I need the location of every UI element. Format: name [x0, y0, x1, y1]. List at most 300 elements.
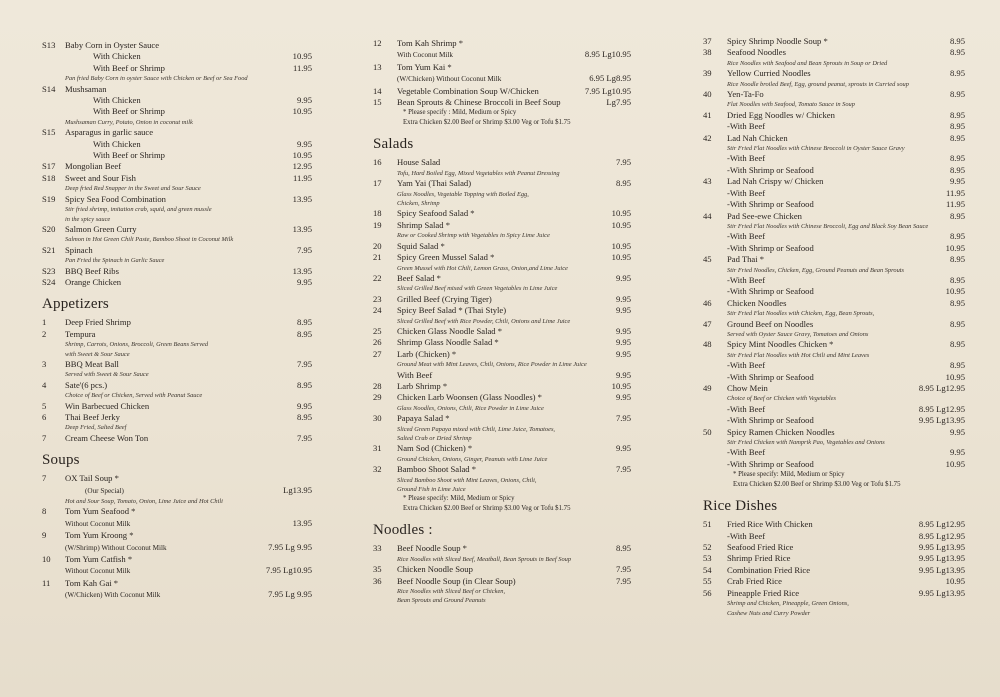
menu-item [42, 245, 312, 256]
menu-item [42, 401, 312, 412]
menu-item [42, 63, 312, 74]
item-price: 11.95 [945, 187, 965, 198]
section-note: Extra Chicken $2.00 Beef or Shrimp $3.00 Veg or Tofu $1.75 [733, 481, 901, 489]
menu-item [373, 326, 631, 337]
item-name: Without Coconut Milk [65, 567, 131, 576]
menu-item [703, 176, 965, 187]
menu-item [42, 578, 312, 589]
menu-item [703, 588, 965, 599]
item-price: 8.95 [615, 178, 631, 189]
item-description: Glass Noodles, Vegetable Topping with Boiled Egg, [397, 190, 529, 198]
item-number: 27 [373, 348, 382, 359]
section-note: * Please specify : Mild, Medium or Spicy [403, 109, 517, 117]
menu-item [703, 565, 965, 576]
menu-item [373, 273, 631, 284]
menu-item [42, 224, 312, 235]
item-price: 10.95 [945, 576, 965, 587]
item-price: 10.95 [945, 371, 965, 382]
item-name: Tempura [65, 328, 96, 339]
item-price: 9.95 [949, 176, 965, 187]
item-price: 9.95 [615, 293, 631, 304]
item-price: 8.95 [949, 47, 965, 58]
item-price: 10.95 [611, 380, 631, 391]
item-price: 8.95 Lg12.95 [918, 383, 965, 393]
menu-item [373, 178, 631, 189]
item-name: -With Shrimp or Seafood [727, 242, 814, 253]
item-description: Pan Fried the Spinach in Garlic Sauce [65, 257, 165, 265]
item-description: Stir Fried Chicken with Namprik Pao, Vegetables and Onions [727, 439, 885, 447]
item-price: 9.95 [615, 272, 631, 283]
item-price: 8.95 [949, 231, 965, 242]
item-price: 8.95 [949, 254, 965, 265]
item-name: Win Barbecued Chicken [65, 400, 150, 411]
item-name: -With Beef [727, 153, 766, 164]
menu-item [373, 49, 631, 61]
menu-item [703, 286, 965, 297]
item-description: Stir Fried Noodles, Chicken, Egg, Ground Peanuts and Bean Sprouts [727, 266, 905, 274]
item-name: -With Shrimp or Seafood [727, 164, 814, 175]
section-heading: Soups [42, 452, 80, 469]
item-number: 14 [373, 85, 382, 96]
menu-item [373, 576, 631, 587]
item-name: (W/Chicken) Without Coconut Milk [397, 75, 502, 84]
menu-item [42, 473, 312, 484]
item-number: 22 [373, 272, 382, 283]
item-name: -With Beef [727, 447, 766, 458]
item-number: S19 [42, 193, 56, 204]
menu-item [373, 86, 631, 97]
item-description: Choice of Beef or Chicken with Vegetables [727, 395, 836, 403]
item-name: Larb (Chicken) * [397, 348, 457, 359]
item-price: 7.95 [615, 464, 631, 475]
item-price: 9.95 Lg13.95 [918, 564, 965, 575]
item-number: 36 [373, 575, 382, 586]
menu-item [373, 443, 631, 454]
item-price: 9.95 Lg13.95 [918, 415, 965, 426]
item-name: Chicken Glass Noodle Salad * [397, 325, 503, 336]
item-name: -With Shrimp or Seafood [727, 286, 814, 297]
item-number: 2 [42, 328, 47, 339]
menu-item [703, 243, 965, 254]
item-name: BBQ Meat Ball [65, 358, 119, 369]
menu-item [703, 531, 965, 542]
item-number: 54 [703, 564, 712, 575]
item-name: Crab Fried Rice [727, 576, 782, 587]
item-name: Chicken Larb Woonsen (Glass Noodles) * [397, 392, 542, 403]
item-name: With Beef or Shrimp [93, 150, 165, 161]
item-price: Lg13.95 [283, 484, 312, 495]
item-name: (W/Shrimp) Without Coconut Milk [65, 543, 167, 552]
item-price: 9.95 Lg13.95 [918, 553, 965, 564]
menu-item [42, 266, 312, 277]
item-description: Sliced Bamboo Shoot with Mint Leaves, Onions, Chili, [397, 476, 537, 484]
item-price: 8.95 [949, 164, 965, 175]
item-price: 7.95 [296, 358, 312, 369]
item-name: Spinach [65, 244, 93, 255]
menu-item [373, 241, 631, 252]
item-number: 16 [373, 157, 382, 168]
menu-item [703, 415, 965, 426]
section-note: Extra Chicken $2.00 Beef or Shrimp $3.00 Veg or Tofu $1.75 [403, 505, 571, 513]
item-number: 1 [42, 317, 47, 328]
menu-item [703, 542, 965, 553]
item-number: 41 [703, 109, 712, 120]
item-number: 55 [703, 576, 712, 587]
item-name: Spicy Ramen Chicken Noodles [727, 426, 835, 437]
item-name: Combination Fried Rice [727, 564, 811, 575]
menu-item [373, 464, 631, 475]
item-number: 35 [373, 564, 382, 575]
item-description: Shrimp, Carrots, Onions, Broccoli, Green Beans Served [65, 341, 209, 349]
item-price: 9.95 [296, 400, 312, 411]
item-name: Sweet and Sour Fish [65, 172, 136, 183]
item-price: 7.95 Lg10.95 [265, 565, 312, 576]
item-description: Stir Fried Flat Noodles with Chinese Broccoli in Oyster Sauce Gravy [727, 145, 905, 153]
item-price: 8.95 Lg12.95 [918, 519, 965, 530]
menu-item [373, 564, 631, 575]
item-description: Stir Fried Flat Noodles with Chinese Broccoli, Egg and Black Soy Bean Sauce [727, 222, 929, 230]
item-price: 8.95 Lg10.95 [584, 49, 631, 60]
item-name: Pad See-ewe Chicken [727, 210, 802, 221]
item-price: 9.95 [296, 276, 312, 287]
item-price: 8.95 [296, 412, 312, 422]
menu-item [703, 254, 965, 265]
section-heading: Noodles : [373, 522, 433, 539]
item-price: 9.95 Lg13.95 [918, 542, 965, 553]
item-price: 8.95 [949, 360, 965, 371]
item-name: Seafood Fried Rice [727, 542, 794, 553]
item-number: S18 [42, 172, 56, 183]
item-price: 8.95 [949, 68, 965, 79]
item-name: Tom Yum Kroong * [65, 530, 134, 541]
menu-item [703, 47, 965, 58]
item-name: Spicy Green Mussel Salad * [397, 252, 495, 263]
menu-item [42, 194, 312, 205]
item-name: Lad Nah Crispy w/ Chicken [727, 176, 824, 187]
item-price: 13.95 [292, 223, 312, 234]
item-name: Pad Thai * [727, 254, 765, 265]
item-number: 29 [373, 392, 382, 403]
menu-item [42, 380, 312, 391]
item-name: Shrimp Salad * [397, 219, 450, 230]
item-name: Beef Salad * [397, 272, 441, 283]
item-number: 6 [42, 412, 47, 422]
item-price: 10.95 [945, 242, 965, 253]
item-name: -With Beef [727, 403, 766, 414]
item-description: Ground Meat with Mint Leaves, Chili, Onions, Rice Powder in Lime Juice [397, 361, 587, 369]
item-name: Thai Beef Jerky [65, 412, 120, 422]
menu-item [373, 349, 631, 360]
item-description: Sliced Green Papaya mixed with Chili, Lime Juice, Tomatoes, [397, 425, 556, 433]
menu-item [42, 277, 312, 288]
menu-item [42, 530, 312, 541]
menu-item [373, 413, 631, 424]
item-number: S23 [42, 265, 56, 276]
menu-item [703, 372, 965, 383]
menu-item [703, 89, 965, 100]
menu-item [703, 427, 965, 438]
menu-item [42, 51, 312, 62]
item-name: Nam Sod (Chicken) * [397, 443, 473, 454]
section-note: * Please specify: Mild, Medium or Spicy [403, 495, 515, 503]
item-description: Mushsaman Curry, Potato, Onion in coconut milk [65, 118, 193, 126]
item-number: 56 [703, 587, 712, 598]
item-price: 7.95 Lg 9.95 [268, 589, 312, 600]
menu-item [373, 543, 631, 554]
item-price: 8.95 [949, 297, 965, 308]
menu-item [42, 127, 312, 138]
section-heading: Appetizers [42, 296, 109, 313]
item-number: 19 [373, 219, 382, 230]
menu-item [703, 383, 965, 394]
item-price: 8.95 Lg12.95 [918, 530, 965, 541]
item-name: (Our Special) [85, 486, 124, 495]
menu-item [373, 73, 631, 85]
menu-item [42, 506, 312, 517]
item-number: 52 [703, 542, 712, 553]
menu-item [703, 165, 965, 176]
item-description: Rice Noodles with Sliced Beef, Meatball, Bean Sprouts in Beef Soup [397, 555, 572, 563]
menu-item [373, 337, 631, 348]
item-name: Ground Beef on Noodles [727, 318, 814, 329]
item-price: 9.95 [615, 325, 631, 336]
item-name: Baby Corn in Oyster Sauce [65, 40, 160, 50]
item-description: Bean Sprouts and Ground Peanuts [397, 597, 486, 605]
menu-item [42, 139, 312, 150]
item-number: 30 [373, 413, 382, 424]
item-price: 11.95 [945, 199, 965, 210]
item-price: 8.95 [949, 318, 965, 329]
item-name: Vegetable Combination Soup W/Chicken [397, 85, 539, 96]
menu-item [373, 157, 631, 168]
item-description: Served with Sweet & Sour Sauce [65, 371, 149, 379]
item-description: Glass Noodles, Onions, Chili, Rice Powder in Lime Juice [397, 404, 544, 412]
item-description: Ground Chicken, Onions, Ginger, Peanuts with Lime Juice [397, 455, 548, 463]
item-price: 10.95 [611, 219, 631, 230]
item-number: 28 [373, 380, 382, 391]
item-price: 10.95 [611, 208, 631, 219]
item-description: Cashew Nuts and Curry Powder [727, 609, 811, 617]
item-number: S13 [42, 40, 56, 50]
item-description: Flat Noodles with Seafood, Tomato Sauce in Soup [727, 101, 855, 109]
item-name: Lad Nah Chicken [727, 132, 788, 143]
item-description: Salmon in Hot Green Chili Paste, Bamboo Shoot in Coconut Milk [65, 236, 234, 244]
item-number: S21 [42, 244, 56, 255]
menu-item [373, 208, 631, 219]
item-number: 31 [373, 443, 382, 454]
item-description: Salted Crab or Dried Shrimp [397, 435, 472, 442]
item-price: 10.95 [611, 240, 631, 251]
item-description: Rice Noodles with Sliced Beef or Chicken, [397, 588, 506, 596]
item-number: 7 [42, 432, 47, 443]
item-name: Grilled Beef (Crying Tiger) [397, 293, 492, 304]
menu-item [42, 589, 312, 601]
item-name: Pineapple Fried Rice [727, 587, 800, 598]
item-number: 15 [373, 97, 382, 108]
menu-item [703, 459, 965, 470]
item-price: 8.95 [949, 210, 965, 221]
item-price: 9.95 [615, 337, 631, 348]
menu-item [373, 392, 631, 403]
item-number: 43 [703, 176, 712, 187]
item-name: Fried Rice With Chicken [727, 519, 813, 530]
menu-item [373, 294, 631, 305]
item-name: -With Beef [727, 274, 766, 285]
item-price: 9.95 [615, 443, 631, 454]
item-price: 10.95 [292, 51, 312, 62]
menu-item [703, 298, 965, 309]
item-number: 25 [373, 325, 382, 336]
item-name: Chicken Noodle Soup [397, 564, 473, 575]
menu-item [42, 84, 312, 95]
item-price: 8.95 [296, 379, 312, 390]
menu-item [703, 404, 965, 415]
item-price: 7.95 Lg10.95 [584, 85, 631, 96]
item-name: Dried Egg Noodles w/ Chicken [727, 109, 835, 120]
item-price: 8.95 [949, 132, 965, 143]
item-name: With Beef or Shrimp [93, 62, 165, 73]
item-name: Spicy Beef Salad * (Thai Style) [397, 305, 507, 316]
item-name: Bean Sprouts & Chinese Broccoli in Beef Soup [397, 97, 561, 108]
item-price: 8.95 [949, 153, 965, 164]
item-name: OX Tail Soup * [65, 473, 119, 484]
item-name: Tom Yum Kai * [397, 61, 452, 72]
menu-item [373, 38, 631, 49]
item-name: Larb Shrimp * [397, 380, 448, 391]
item-price: 9.95 [949, 426, 965, 437]
item-number: 53 [703, 553, 712, 564]
item-name: Chicken Noodles [727, 297, 787, 308]
item-name: BBQ Beef Ribs [65, 265, 119, 276]
item-number: 37 [703, 36, 712, 46]
menu-item [703, 553, 965, 564]
menu-item [703, 133, 965, 144]
item-number: 7 [42, 473, 47, 484]
item-price: 9.95 [615, 369, 631, 380]
item-price: 7.95 [296, 244, 312, 255]
menu-item [42, 565, 312, 577]
menu-item [703, 68, 965, 79]
item-description: Stir fried shrimp, imitation crab, squid, and green mussle [65, 206, 212, 214]
menu-item [42, 518, 312, 530]
item-number: 9 [42, 530, 47, 541]
item-price: 9.95 [615, 305, 631, 316]
item-name: Yellow Curried Noodles [727, 68, 811, 79]
item-description: Served with Oyster Sauce Gravy, Tomatoes and Onions [727, 330, 869, 338]
item-price: 13.95 [292, 517, 312, 528]
menu-item [373, 220, 631, 231]
item-price: 8.95 Lg12.95 [918, 403, 965, 414]
item-price: 11.95 [292, 62, 312, 73]
item-name: Beef Noodle Soup (in Clear Soup) [397, 575, 516, 586]
item-name: Bamboo Shoot Salad * [397, 464, 477, 475]
item-number: S14 [42, 83, 56, 94]
menu-item [703, 576, 965, 587]
item-name: Mongolian Beef [65, 161, 122, 172]
item-description: Green Mussel with Hot Chili, Lemon Grass, Onion,and Lime Juice [397, 264, 568, 272]
item-description: Rice Noodle broiled Beef, Egg, ground peanut, sprouts in Curried soup [727, 80, 909, 88]
menu-item [703, 275, 965, 286]
item-number: 38 [703, 47, 712, 58]
item-number: S24 [42, 276, 56, 287]
item-price: Lg7.95 [606, 97, 631, 108]
item-description: Shrimp and Chicken, Pineapple, Green Onions, [727, 600, 849, 608]
item-description: Hot and Sour Soup, Tomato, Onion, Lime Juice and Hot Chili [65, 498, 223, 506]
item-price: 9.95 [296, 95, 312, 106]
item-name: Tom Yum Catfish * [65, 554, 133, 565]
item-description: Deep fried Red Snapper in the Sweet and Sour Sauce [65, 185, 201, 193]
item-name: Tom Kah Shrimp * [397, 38, 463, 48]
item-name: With Coconut Milk [397, 51, 454, 60]
item-name: Papaya Salad * [397, 413, 450, 424]
item-name: -With Shrimp or Seafood [727, 458, 814, 469]
menu-item [703, 188, 965, 199]
menu-column-1 [42, 40, 312, 602]
item-number: 45 [703, 254, 712, 265]
item-price: 13.95 [292, 193, 312, 204]
menu-item [42, 433, 312, 444]
item-price: 8.95 [949, 36, 965, 46]
item-name: Tom Yum Seafood * [65, 506, 136, 517]
item-number: 42 [703, 132, 712, 143]
item-number: S20 [42, 223, 56, 234]
item-description: Pan fried Baby Corn in oyster Sauce with Chicken or Beef or Sea Food [65, 75, 248, 83]
item-price: 8.95 [615, 543, 631, 554]
menu-item [703, 121, 965, 132]
menu-item [373, 305, 631, 316]
item-number: 11 [42, 577, 51, 588]
menu-item [42, 554, 312, 565]
menu-item [42, 161, 312, 172]
item-price: 8.95 [296, 328, 312, 339]
item-price: 8.95 [949, 274, 965, 285]
menu-item [703, 211, 965, 222]
item-description: Tofu, Hard Boiled Egg, Mixed Vegetables with Peanut Dressing [397, 169, 560, 177]
item-number: 51 [703, 519, 712, 530]
item-price: 7.95 [615, 575, 631, 586]
item-price: 8.95 [949, 121, 965, 132]
item-description: Sliced Grilled Beef with Rice Powder, Chili, Onions and Lime Juice [397, 317, 571, 325]
item-name: Yen-Ta-Fo [727, 89, 764, 100]
item-description: in the spicy sauce [65, 215, 111, 223]
menu-column-3 [703, 36, 965, 618]
item-name: -With Shrimp or Seafood [727, 415, 814, 426]
menu-item [42, 542, 312, 554]
menu-item [703, 319, 965, 330]
menu-item [373, 97, 631, 108]
menu-item [373, 252, 631, 263]
item-number: 23 [373, 293, 382, 304]
item-price: 9.95 [615, 392, 631, 403]
item-name: -With Beef [727, 360, 766, 371]
item-number: 8 [42, 506, 47, 517]
item-name: Shrimp Fried Rice [727, 553, 791, 564]
item-price: 9.95 [296, 138, 312, 149]
item-number: 5 [42, 400, 47, 411]
item-number: 50 [703, 426, 712, 437]
menu-column-2 [373, 38, 631, 606]
item-number: S17 [42, 161, 56, 172]
item-number: 4 [42, 379, 47, 390]
item-name: Orange Chicken [65, 276, 122, 287]
item-price: 7.95 [615, 413, 631, 424]
item-price: 11.95 [292, 172, 312, 183]
item-number: 40 [703, 89, 712, 100]
item-price: 8.95 [949, 89, 965, 100]
item-name: (W/Chicken) With Coconut Milk [65, 591, 161, 600]
section-heading: Rice Dishes [703, 498, 778, 515]
item-name: -With Beef [727, 187, 766, 198]
